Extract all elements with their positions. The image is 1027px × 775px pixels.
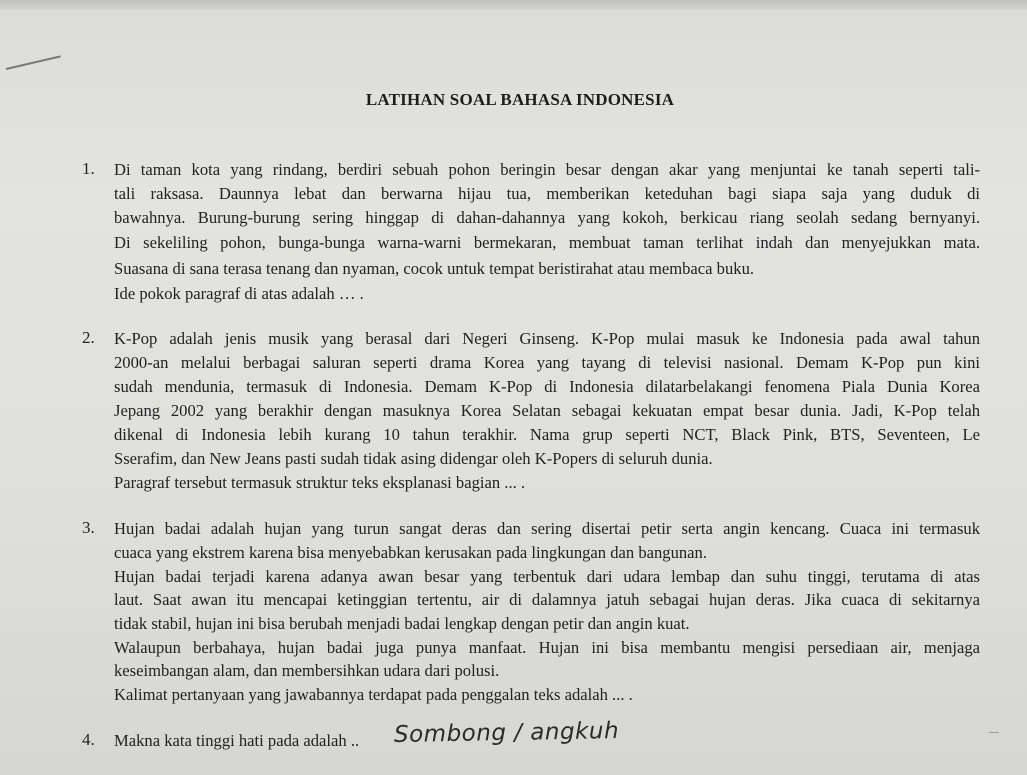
question-number: 2. <box>82 328 95 347</box>
question-text-line: tali raksasa. Daunnya lebat dan berwarna hijau tua, memberikan keteduhan bagi siapa saja yang duduk di <box>114 184 980 203</box>
question-text-line: sudah mendunia, termasuk di Indonesia. Demam K-Pop di Indonesia dilatarbelakangi fenomena Piala Dunia Korea <box>114 377 980 396</box>
question-number: 4. <box>82 730 95 749</box>
question-prompt: Ide pokok paragraf di atas adalah … . <box>114 284 364 303</box>
question-prompt: Kalimat pertanyaan yang jawabannya terdapat pada penggalan teks adalah ... . <box>114 685 633 704</box>
question-text-line: K-Pop adalah jenis musik yang berasal dari Negeri Ginseng. K-Pop mulai masuk ke Indonesia pada awal tahun <box>114 329 980 348</box>
pen-mark <box>6 55 61 70</box>
question-text-line: Di taman kota yang rindang, berdiri sebuah pohon beringin besar dengan akar yang menjuntai ke tanah seperti tali- <box>114 160 980 179</box>
question-text-line: Suasana di sana terasa tenang dan nyaman, cocok untuk tempat beristirahat atau membaca buku. <box>114 259 755 278</box>
handwritten-answer: Sombong / angkuh <box>393 718 620 748</box>
question-prompt: Paragraf tersebut termasuk struktur teks eksplanasi bagian ... . <box>114 473 526 492</box>
question-text-line: keseimbangan alam, dan membersihkan udara dari polusi. <box>114 661 500 680</box>
question-text-line: dikenal di Indonesia lebih kurang 10 tahun terakhir. Nama grup seperti NCT, Black Pink, BTS, Seventeen, Le <box>114 425 980 444</box>
question-number: 3. <box>82 518 95 537</box>
question-text-line: 2000-an melalui berbagai saluran seperti drama Korea yang tayang di televisi nasional. Demam K-Pop pun kini <box>114 353 980 372</box>
question-text-line: bawahnya. Burung-burung sering hinggap di dahan-dahannya yang kokoh, berkicau riang seolah sedang bernyanyi. <box>114 208 980 227</box>
question-text-line: Jepang 2002 yang berakhir dengan masuknya Korea Selatan sebagai kekuatan empat besar dunia. Jadi, K-Pop telah <box>114 401 980 420</box>
question-text-line: cuaca yang ekstrem karena bisa menyebabkan kerusakan pada lingkungan dan bangunan. <box>114 543 707 562</box>
question-text-line: laut. Saat awan itu mencapai ketinggian tertentu, air di dalamnya jatuh sebagai hujan deras. Jika cuaca di sekitarnya <box>114 590 980 609</box>
question-text-line: Di sekeliling pohon, bunga-bunga warna-warni bermekaran, membuat taman terlihat indah dan menyejukkan mata. <box>114 233 980 252</box>
question-number: 1. <box>82 159 95 178</box>
question-text-line: Walaupun berbahaya, hujan badai juga punya manfaat. Hujan ini bisa membantu mengisi persediaan air, menjaga <box>114 638 980 657</box>
margin-mark <box>989 732 999 733</box>
question-text-line: Hujan badai terjadi karena adanya awan besar yang terbentuk dari udara lembap dan suhu tinggi, terutama di atas <box>114 567 980 586</box>
paper-top-edge <box>0 0 1027 10</box>
question-text-line: Hujan badai adalah hujan yang turun sangat deras dan sering disertai petir serta angin kencang. Cuaca ini termasuk <box>114 519 980 538</box>
worksheet-title: LATIHAN SOAL BAHASA INDONESIA <box>365 90 675 109</box>
question-text-line: tidak stabil, hujan ini bisa berubah menjadi badai lengkap dengan petir dan angin kuat. <box>114 614 690 633</box>
question-prompt: Makna kata tinggi hati pada adalah .. <box>114 731 360 750</box>
question-text-line: Sserafim, dan New Jeans pasti sudah tidak asing didengar oleh K-Popers di seluruh dunia. <box>114 449 713 468</box>
